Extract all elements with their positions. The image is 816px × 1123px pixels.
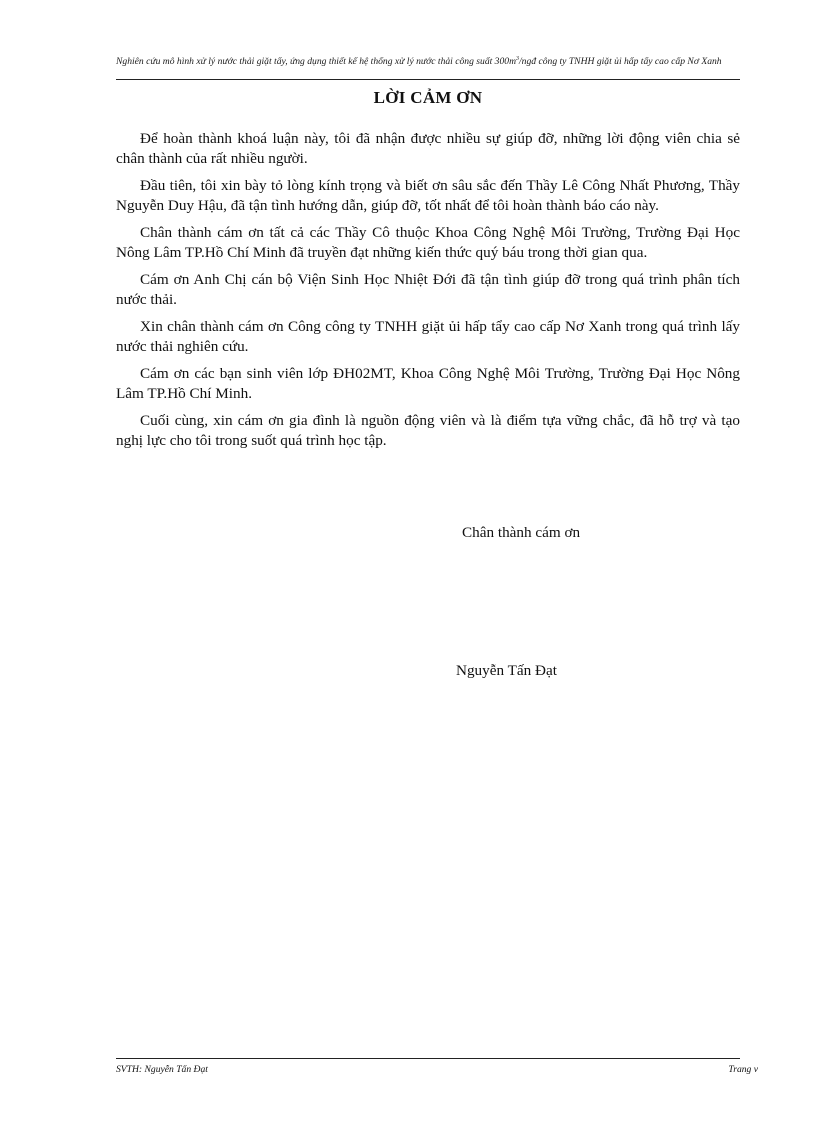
footer-divider <box>116 1058 740 1059</box>
page-title: LỜI CẢM ƠN <box>373 88 483 107</box>
running-header-text-part1: Nghiên cứu mô hình xử lý nước thải giặt tẩy, ứng dụng thiết kế hệ thống xử lý nước thải công suất 300m <box>116 56 517 68</box>
footer-student: SVTH: Nguyễn Tấn Đạt <box>116 1064 208 1075</box>
footer-page-number: Trang v <box>728 1064 758 1075</box>
running-header-superscript: 3 <box>516 56 520 62</box>
paragraph-6: Cám ơn các bạn sinh viên lớp ĐH02MT, Khoa Công Nghệ Môi Trường, Trường Đại Học Nông Lâm TP.Hồ Chí Minh. <box>116 365 740 402</box>
paragraph-2: Đầu tiên, tôi xin bày tỏ lòng kính trọng và biết ơn sâu sắc đến Thầy Lê Công Nhất Phương, Thầy Nguyễn Duy Hậu, đã tận tình hướng dẫn, giúp đỡ, tốt nhất để tôi hoàn thành báo cáo này. <box>116 177 740 214</box>
running-header-text-part2: /ngđ công ty TNHH giặt ủi hấp tẩy cao cấp Nơ Xanh <box>519 56 722 68</box>
closing-line: Chân thành cám ơn <box>462 524 581 541</box>
paragraph-3: Chân thành cám ơn tất cả các Thầy Cô thuộc Khoa Công Nghệ Môi Trường, Trường Đại Học Nông Lâm TP.Hồ Chí Minh đã truyền đạt những kiến thức quý báu trong thời gian qua. <box>116 224 740 261</box>
paragraph-5: Xin chân thành cám ơn Công công ty TNHH giặt ủi hấp tẩy cao cấp Nơ Xanh trong quá trình lấy nước thải nghiên cứu. <box>116 318 740 355</box>
paragraph-4: Cám ơn Anh Chị cán bộ Viện Sinh Học Nhiệt Đới đã tận tình giúp đỡ trong quá trình phân tích nước thải. <box>116 271 740 308</box>
author-name: Nguyễn Tấn Đạt <box>456 662 557 679</box>
header-divider <box>116 79 740 80</box>
paragraph-7: Cuối cùng, xin cám ơn gia đình là nguồn động viên và là điểm tựa vững chắc, đã hỗ trợ và tạo nghị lực cho tôi trong suốt quá trình học tập. <box>116 412 740 449</box>
acknowledgement-body <box>116 129 740 458</box>
running-header <box>116 53 742 68</box>
paragraph-1: Để hoàn thành khoá luận này, tôi đã nhận được nhiều sự giúp đỡ, những lời động viên chia sẻ chân thành của rất nhiều người. <box>116 130 740 167</box>
